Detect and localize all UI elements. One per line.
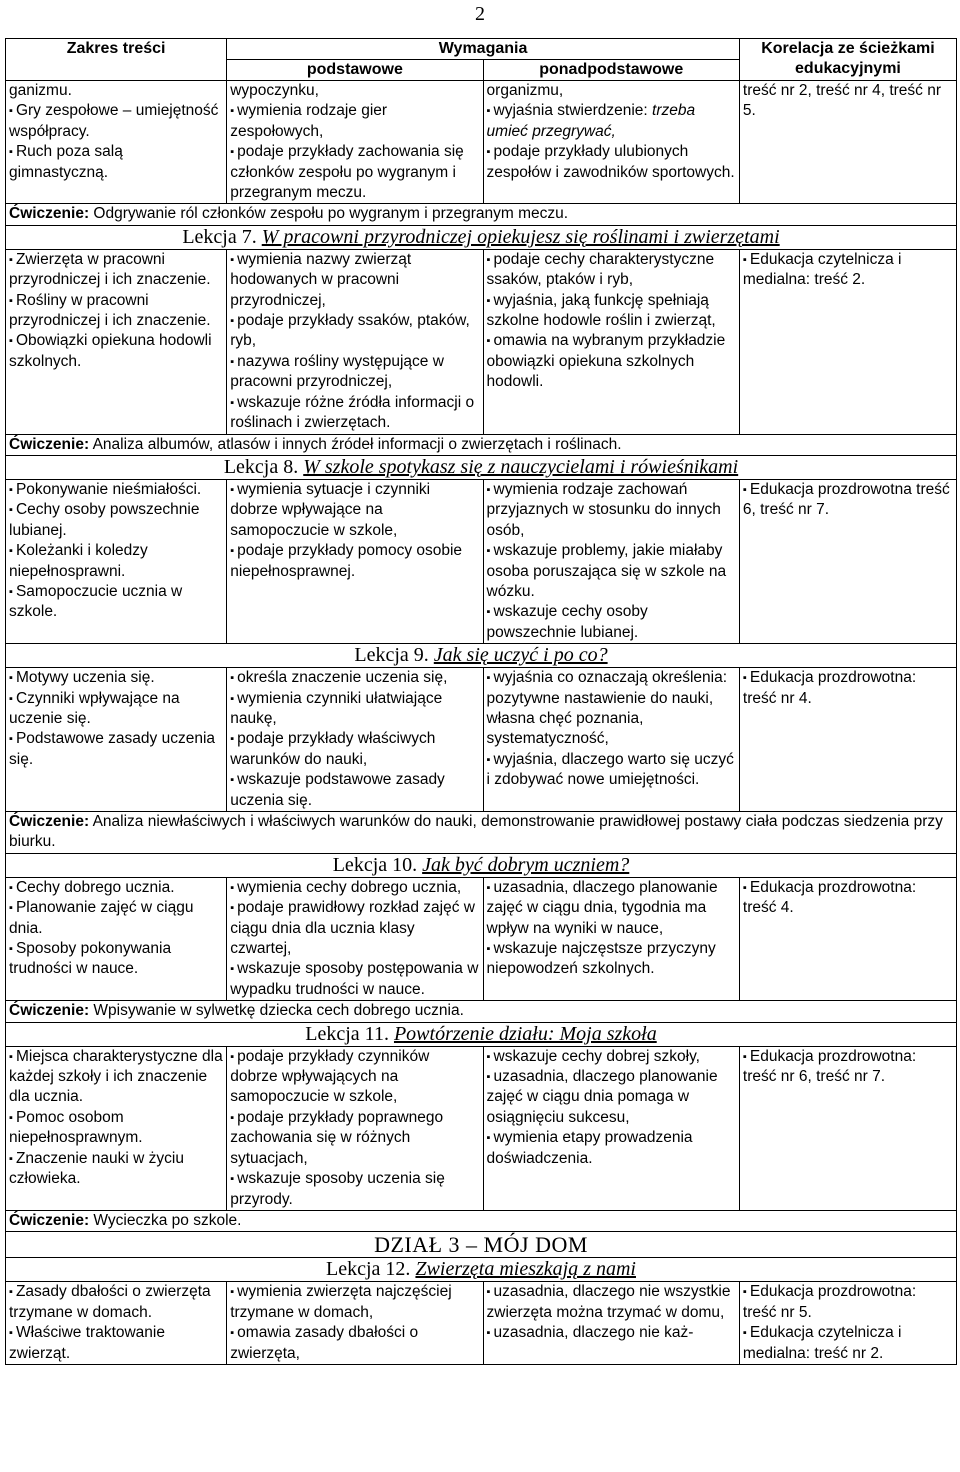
list-item: ▪ uzasadnia, dlaczego planowanie zajęć w ciągu dnia, tygodnia ma wpływ na wyniki w nauce, bbox=[487, 878, 736, 939]
list-item: ▪ Zasady dbałości o zwierzęta trzymane w domach. bbox=[9, 1282, 223, 1323]
header-zakres: Zakres treści bbox=[6, 39, 227, 81]
exercise-cell bbox=[6, 812, 957, 854]
list-item: ▪ podaje przykłady pomocy osobie niepełnosprawnej. bbox=[230, 541, 479, 582]
list-item: ▪ wyjaśnia, jaką funkcję spełniają szkolne hodowle roślin i zwierząt, bbox=[487, 291, 736, 332]
list-item: ▪ podaje przykłady czynników dobrze wpływających na samopoczucie w szkole, bbox=[230, 1047, 479, 1108]
podstawowe-cell bbox=[227, 668, 483, 812]
list-item: ▪ wymienia sytuacje i czynniki dobrze wpływające na samopoczucie w szkole, bbox=[230, 480, 479, 541]
list-item: ▪ wyjaśnia, dlaczego warto się uczyć i zdobywać nowe umiejętności. bbox=[487, 750, 736, 791]
exercise-cell bbox=[6, 434, 957, 455]
list-item: ▪ Planowanie zajęć w ciągu dnia. bbox=[9, 898, 223, 939]
section-title-row bbox=[6, 1232, 957, 1258]
list-item-italic: trzeba umieć przegrywać, bbox=[486, 102, 696, 140]
header-podstawowe: podstawowe bbox=[227, 60, 483, 81]
podstawowe-cell bbox=[227, 1046, 483, 1210]
list-item: ▪ Koleżanki i koledzy niepełnosprawni. bbox=[9, 541, 223, 582]
lesson-row bbox=[6, 877, 957, 1000]
lesson-row bbox=[6, 479, 957, 643]
list-item: ▪ uzasadnia, dlaczego nie wszystkie zwierzęta można trzymać w domu, bbox=[487, 1282, 736, 1323]
ponadpodstawowe-cell bbox=[483, 1046, 739, 1210]
list-item: ▪ Pomoc osobom niepełnosprawnym. bbox=[9, 1108, 223, 1149]
list-item: ▪ wymienia rodzaje gier zespołowych, bbox=[230, 101, 479, 142]
ponadpodstawowe-cell bbox=[483, 877, 739, 1000]
cont-ponad-line: organizmu, bbox=[486, 82, 564, 99]
list-item: ▪ wskazuje różne źródła informacji o roślinach i zwierzętach. bbox=[230, 393, 479, 434]
zakres-cell bbox=[6, 1282, 227, 1365]
list-item: ▪ podaje przykłady poprawnego zachowania się w różnych sytuacjach, bbox=[230, 1108, 479, 1169]
lesson-12-title bbox=[6, 1258, 957, 1282]
list-item bbox=[487, 101, 736, 142]
korelacja-cell bbox=[739, 479, 956, 643]
korelacja-cell bbox=[739, 877, 956, 1000]
list-item: ▪ omawia zasady dbałości o zwierzęta, bbox=[230, 1323, 479, 1364]
lesson-title-row bbox=[6, 853, 957, 877]
exercise-text: Wpisywanie w sylwetkę dziecka cech dobrego ucznia. bbox=[93, 1002, 464, 1020]
list-item: ▪ wymienia zwierzęta najczęściej trzymane w domach, bbox=[230, 1282, 479, 1323]
cont-korelacja bbox=[739, 81, 956, 204]
cont-ponadpodstawowe bbox=[483, 81, 739, 204]
exercise-cell bbox=[6, 1210, 957, 1231]
korelacja-cell bbox=[739, 1282, 956, 1365]
lesson-number: Lekcja 10. bbox=[332, 853, 418, 876]
list-item: ▪ Edukacja prozdrowotna: treść nr 4. bbox=[743, 668, 953, 709]
page-number: 2 bbox=[475, 3, 485, 25]
list-item: ▪ wskazuje cechy dobrej szkoły, bbox=[487, 1047, 736, 1067]
ponadpodstawowe-cell bbox=[483, 668, 739, 812]
exercise-label: Ćwiczenie: bbox=[9, 205, 90, 223]
exercise-label: Ćwiczenie: bbox=[9, 1211, 90, 1229]
list-item: ▪ podaje przykłady właściwych warunków do nauki, bbox=[230, 729, 479, 770]
list-item: ▪ Ruch poza salą gimnastyczną. bbox=[9, 142, 223, 183]
list-item: ▪ podaje prawidłowy rozkład zajęć w ciągu dnia dla ucznia klasy czwartej, bbox=[230, 898, 479, 959]
list-item: ▪ wymienia rodzaje zachowań przyjaznych w stosunku do innych osób, bbox=[487, 480, 736, 541]
continuation-row bbox=[6, 81, 957, 204]
zakres-cell bbox=[6, 1046, 227, 1210]
list-item: ▪ Edukacja prozdrowotna: treść nr 5. bbox=[743, 1282, 953, 1323]
lesson-11-title bbox=[6, 1022, 957, 1046]
list-item-text: wyjaśnia stwierdzenie: bbox=[493, 102, 653, 120]
list-item: ▪ Obowiązki opiekuna hodowli szkolnych. bbox=[9, 331, 223, 372]
cont-zakres-line: ganizmu. bbox=[9, 82, 72, 99]
list-item: ▪ Właściwe traktowanie zwierząt. bbox=[9, 1323, 223, 1364]
list-item: ▪ wskazuje najczęstsze przyczyny niepowodzeń szkolnych. bbox=[487, 939, 736, 980]
lesson-number: Lekcja 12. bbox=[326, 1258, 411, 1281]
cont-zakres bbox=[6, 81, 227, 204]
list-item: ▪ Sposoby pokonywania trudności w nauce. bbox=[9, 939, 223, 980]
exercise-cell bbox=[6, 204, 957, 225]
lesson-title-row bbox=[6, 644, 957, 668]
lesson-title: Zwierzęta mieszkają z nami bbox=[415, 1258, 636, 1281]
lesson-title-row bbox=[6, 455, 957, 479]
header-wymagania: Wymagania bbox=[227, 39, 740, 60]
korelacja-cell bbox=[739, 668, 956, 812]
lesson-row bbox=[6, 249, 957, 434]
lesson-row bbox=[6, 668, 957, 812]
list-item: ▪ Cechy osoby powszechnie lubianej. bbox=[9, 500, 223, 541]
podstawowe-cell bbox=[227, 1282, 483, 1365]
cont-podstawowe bbox=[227, 81, 483, 204]
list-item: ▪ wyjaśnia co oznaczają określenia: pozytywne nastawienie do nauki, własna chęć poznania, systematyczność, bbox=[487, 668, 736, 750]
lesson-number: Lekcja 9. bbox=[354, 644, 429, 667]
list-item: ▪ podaje przykłady ulubionych zespołów i zawodników sportowych. bbox=[487, 142, 736, 183]
list-item: ▪ wskazuje sposoby uczenia się przyrody. bbox=[230, 1169, 479, 1210]
list-item: ▪ Miejsca charakterystyczne dla każdej szkoły i ich znaczenie dla ucznia. bbox=[9, 1047, 223, 1108]
exercise-row bbox=[6, 1210, 957, 1231]
list-item: ▪ wymienia etapy prowadzenia doświadczenia. bbox=[487, 1128, 736, 1169]
list-item: ▪ określa znaczenie uczenia się, bbox=[230, 668, 479, 688]
korelacja-cell bbox=[739, 1046, 956, 1210]
exercise-row bbox=[6, 434, 957, 455]
zakres-cell bbox=[6, 877, 227, 1000]
list-item: ▪ Znaczenie nauki w życiu człowieka. bbox=[9, 1149, 223, 1190]
lesson-title: W szkole spotykasz się z nauczycielami i rówieśnikami bbox=[303, 455, 739, 478]
list-item: ▪ wymienia cechy dobrego ucznia, bbox=[230, 878, 479, 898]
exercise-text: Analiza albumów, atlasów i innych źródeł informacji o zwierzętach i roślinach. bbox=[92, 435, 622, 453]
section-title: DZIAŁ 3 – MÓJ DOM bbox=[6, 1232, 957, 1258]
ponadpodstawowe-cell bbox=[483, 1282, 739, 1365]
list-item: ▪ Pokonywanie nieśmiałości. bbox=[9, 480, 223, 500]
list-item: ▪ Edukacja czytelnicza i medialna: treść 2. bbox=[743, 250, 953, 291]
list-item: ▪ wskazuje problemy, jakie miałaby osoba poruszająca się w szkole na wózku. bbox=[487, 541, 736, 602]
zakres-cell bbox=[6, 668, 227, 812]
lesson-title: W pracowni przyrodniczej opiekujesz się roślinami i zwierzętami bbox=[261, 225, 780, 248]
podstawowe-cell bbox=[227, 249, 483, 434]
exercise-text: Wycieczka po szkole. bbox=[93, 1211, 242, 1229]
list-item: ▪ wskazuje cechy osoby powszechnie lubianej. bbox=[487, 602, 736, 643]
list-item: ▪ uzasadnia, dlaczego nie każ- bbox=[487, 1323, 736, 1343]
ponadpodstawowe-cell bbox=[483, 479, 739, 643]
lesson-title-row bbox=[6, 225, 957, 249]
list-item: ▪ Czynniki wpływające na uczenie się. bbox=[9, 689, 223, 730]
ponadpodstawowe-cell bbox=[483, 249, 739, 434]
lesson-number: Lekcja 7. bbox=[182, 225, 257, 248]
list-item: ▪ Cechy dobrego ucznia. bbox=[9, 878, 223, 898]
exercise-cell bbox=[6, 1001, 957, 1022]
lesson-title-row bbox=[6, 1022, 957, 1046]
list-item: ▪ wskazuje podstawowe zasady uczenia się. bbox=[230, 770, 479, 811]
lesson-10-title bbox=[6, 853, 957, 877]
exercise-label: Ćwiczenie: bbox=[9, 1002, 90, 1020]
exercise-row bbox=[6, 812, 957, 854]
exercise-label: Ćwiczenie: bbox=[9, 435, 90, 453]
list-item: ▪ Zwierzęta w pracowni przyrodniczej i ich znaczenie. bbox=[9, 250, 223, 291]
korelacja-cell bbox=[739, 249, 956, 434]
list-item: ▪ Podstawowe zasady uczenia się. bbox=[9, 729, 223, 770]
list-item: ▪ Gry zespołowe – umiejętność współpracy. bbox=[9, 101, 223, 142]
list-item: ▪ wymienia czynniki ułatwiające naukę, bbox=[230, 689, 479, 730]
lesson-title: Jak być dobrym uczniem? bbox=[422, 853, 630, 876]
header-row-1 bbox=[6, 39, 957, 60]
lesson-number: Lekcja 8. bbox=[223, 455, 299, 478]
curriculum-table bbox=[5, 38, 957, 1365]
korelacja-text: treść nr 2, treść nr 4, treść nr 5. bbox=[742, 82, 941, 120]
podstawowe-cell bbox=[227, 877, 483, 1000]
exercise-label: Ćwiczenie: bbox=[9, 813, 90, 830]
lesson-title: Powtórzenie działu: Moja szkoła bbox=[393, 1022, 657, 1045]
lesson-8-title bbox=[6, 455, 957, 479]
list-item: ▪ wymienia nazwy zwierząt hodowanych w pracowni przyrodniczej, bbox=[230, 250, 479, 311]
list-item: ▪ Rośliny w pracowni przyrodniczej i ich znaczenie. bbox=[9, 291, 223, 332]
exercise-row bbox=[6, 204, 957, 225]
list-item: ▪ Edukacja prozdrowotna: treść nr 6, treść nr 7. bbox=[743, 1047, 953, 1088]
list-item: ▪ wskazuje sposoby postępowania w wypadku trudności w nauce. bbox=[230, 959, 479, 1000]
lesson-row bbox=[6, 1282, 957, 1365]
lesson-7-title bbox=[6, 225, 957, 249]
zakres-cell bbox=[6, 249, 227, 434]
zakres-cell bbox=[6, 479, 227, 643]
list-item: ▪ podaje przykłady zachowania się członków zespołu po wygranym i przegranym meczu. bbox=[230, 142, 479, 203]
list-item: ▪ podaje cechy charakterystyczne ssaków, ptaków i ryb, bbox=[487, 250, 736, 291]
list-item: ▪ Edukacja prozdrowotna treść 6, treść nr 7. bbox=[743, 480, 953, 521]
list-item: ▪ Edukacja czytelnicza i medialna: treść nr 2. bbox=[743, 1323, 953, 1364]
lesson-number: Lekcja 11. bbox=[305, 1022, 389, 1045]
podstawowe-cell bbox=[227, 479, 483, 643]
list-item: ▪ omawia na wybranym przykładzie obowiązki opiekuna szkolnych hodowli. bbox=[487, 331, 736, 392]
list-item: ▪ Edukacja prozdrowotna: treść 4. bbox=[743, 878, 953, 919]
list-item: ▪ Motywy uczenia się. bbox=[9, 668, 223, 688]
list-item: ▪ uzasadnia, dlaczego planowanie zajęć w ciągu dnia pomaga w osiągnięciu sukcesu, bbox=[487, 1067, 736, 1128]
list-item: ▪ Samopoczucie ucznia w szkole. bbox=[9, 582, 223, 623]
exercise-row bbox=[6, 1001, 957, 1022]
exercise-text: Odgrywanie ról członków zespołu po wygranym i przegranym meczu. bbox=[93, 205, 569, 223]
lesson-title: Jak się uczyć i po co? bbox=[433, 644, 608, 667]
lesson-title-row bbox=[6, 1258, 957, 1282]
lesson-row bbox=[6, 1046, 957, 1210]
lesson-9-title bbox=[6, 644, 957, 668]
cont-pod-line: wypoczynku, bbox=[230, 82, 319, 99]
header-ponadpodstawowe: ponadpodstawowe bbox=[483, 60, 739, 81]
header-korelacja: Korelacja ze ścieżkami edukacyjnymi bbox=[739, 39, 956, 81]
list-item: ▪ podaje przykłady ssaków, ptaków, ryb, bbox=[230, 311, 479, 352]
list-item: ▪ nazywa rośliny występujące w pracowni przyrodniczej, bbox=[230, 352, 479, 393]
exercise-text: Analiza niewłaściwych i właściwych warunków do nauki, demonstrowanie prawidłowej postawy ciała podczas siedzenia przy biurku. bbox=[9, 813, 943, 851]
